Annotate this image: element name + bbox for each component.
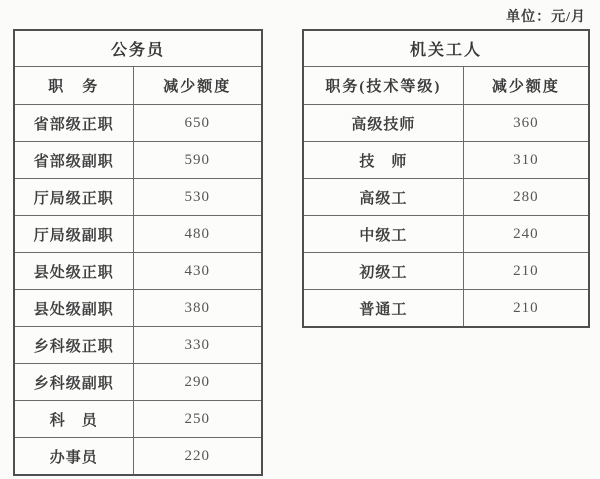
table-row <box>303 142 589 179</box>
position-cell: 高级技师 <box>303 105 463 142</box>
amount-cell: 310 <box>463 142 589 179</box>
amount-cell: 530 <box>133 179 262 216</box>
table-row <box>14 438 262 476</box>
amount-cell: 380 <box>133 290 262 327</box>
amount-cell: 290 <box>133 364 262 401</box>
civil-servants-table <box>13 29 263 476</box>
table-row <box>303 290 589 328</box>
table-row <box>14 253 262 290</box>
government-workers-table-head <box>303 30 589 105</box>
table-row <box>14 290 262 327</box>
position-cell: 普通工 <box>303 290 463 328</box>
position-cell: 初级工 <box>303 253 463 290</box>
position-cell: 县处级正职 <box>14 253 133 290</box>
position-cell: 高级工 <box>303 179 463 216</box>
table-row <box>303 253 589 290</box>
amount-cell: 360 <box>463 105 589 142</box>
column-header-amount: 减少额度 <box>463 67 589 105</box>
civil-servants-table-body <box>14 105 262 476</box>
amount-cell: 280 <box>463 179 589 216</box>
amount-cell: 480 <box>133 216 262 253</box>
table-title-row <box>303 30 589 67</box>
position-cell: 乡科级副职 <box>14 364 133 401</box>
table-row <box>303 216 589 253</box>
position-cell: 技 师 <box>303 142 463 179</box>
table-row <box>14 327 262 364</box>
table-row <box>14 364 262 401</box>
government-workers-table-body <box>303 105 589 328</box>
table-row <box>14 142 262 179</box>
position-cell: 中级工 <box>303 216 463 253</box>
amount-cell: 430 <box>133 253 262 290</box>
position-cell: 乡科级正职 <box>14 327 133 364</box>
table-row <box>303 179 589 216</box>
column-header-amount: 减少额度 <box>133 67 262 105</box>
table-header-row <box>303 67 589 105</box>
table-title: 公务员 <box>14 30 262 67</box>
amount-cell: 330 <box>133 327 262 364</box>
position-cell: 办事员 <box>14 438 133 476</box>
amount-cell: 210 <box>463 253 589 290</box>
table-title-row <box>14 30 262 67</box>
amount-cell: 210 <box>463 290 589 328</box>
amount-cell: 650 <box>133 105 262 142</box>
unit-label: 单位：元/月 <box>506 10 586 25</box>
table-row <box>303 105 589 142</box>
table-row <box>14 401 262 438</box>
amount-cell: 240 <box>463 216 589 253</box>
amount-cell: 590 <box>133 142 262 179</box>
position-cell: 厅局级正职 <box>14 179 133 216</box>
table-row <box>14 179 262 216</box>
table-title: 机关工人 <box>303 30 589 67</box>
position-cell: 省部级副职 <box>14 142 133 179</box>
table-row <box>14 105 262 142</box>
position-cell: 省部级正职 <box>14 105 133 142</box>
position-cell: 科 员 <box>14 401 133 438</box>
position-cell: 县处级副职 <box>14 290 133 327</box>
column-header-position: 职 务 <box>14 67 133 105</box>
table-row <box>14 216 262 253</box>
table-header-row <box>14 67 262 105</box>
amount-cell: 220 <box>133 438 262 476</box>
position-cell: 厅局级副职 <box>14 216 133 253</box>
amount-cell: 250 <box>133 401 262 438</box>
civil-servants-table-head <box>14 30 262 105</box>
column-header-position: 职务(技术等级) <box>303 67 463 105</box>
government-workers-table <box>302 29 590 328</box>
